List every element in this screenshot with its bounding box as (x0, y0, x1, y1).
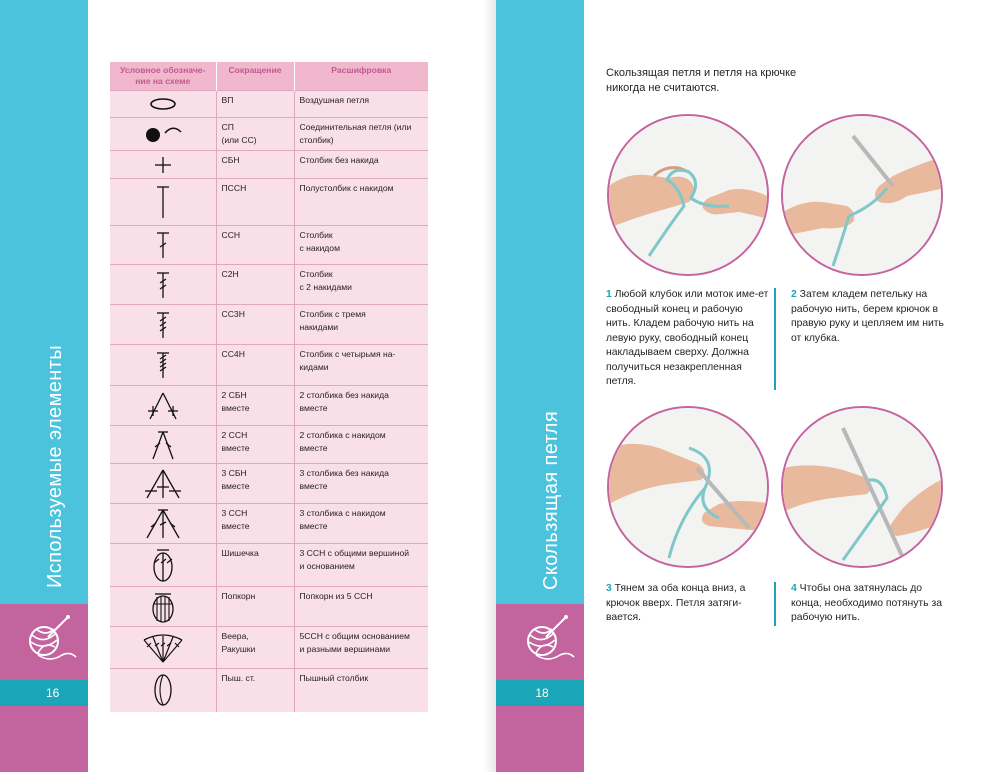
step-2-number: 2 (791, 289, 797, 300)
step-4-text: Чтобы она затянулась до конца, необходимо потянуть за рабочую нить. (791, 583, 942, 623)
right-side-bar (496, 0, 584, 772)
desc-cell: Столбик с накидом (294, 226, 428, 265)
abbr-cell: 2 ССН вместе (216, 426, 294, 464)
header-symbol: Условное обозначе-ние на схеме (110, 62, 216, 91)
desc-cell: Пышный столбик (294, 669, 428, 712)
bobble-symbol (110, 544, 216, 587)
puff-stitch-symbol (110, 669, 216, 712)
double-crochet-symbol (110, 226, 216, 265)
abbr-cell: Попкорн (216, 587, 294, 627)
abbr-cell: Пыш. ст. (216, 669, 294, 712)
yarn-ball-icon (22, 611, 78, 671)
desc-cell: 5ССН с общим основанием и разными вершинами (294, 627, 428, 669)
step-4 (783, 582, 955, 626)
step-1 (606, 288, 776, 390)
desc-cell: Столбик с 2 накидами (294, 265, 428, 305)
left-side-bar (0, 0, 88, 772)
step-1-text: Любой клубок или моток име-ет свободный конец и рабочую нить. Кладем рабочую нить на левую руку, свободный конец накладываем сверху. Должна получиться незакрепленная петля. (606, 289, 769, 387)
left-vertical-title: Используемые элементы (44, 344, 66, 588)
desc-cell: Попкорн из 5 ССН (294, 587, 428, 627)
table-row (110, 226, 428, 265)
yarn-ball-icon (520, 611, 576, 671)
abbr-cell: ПССН (216, 179, 294, 226)
table-row (110, 151, 428, 179)
treble-crochet-symbol (110, 265, 216, 305)
desc-cell: Воздушная петля (294, 91, 428, 118)
desc-cell: 2 столбика с накидом вместе (294, 426, 428, 464)
hands-pull-photo (607, 406, 769, 568)
sc3tog-symbol (110, 464, 216, 504)
dc3tog-symbol (110, 504, 216, 544)
step-2 (783, 288, 955, 346)
table-row (110, 118, 428, 151)
table-row (110, 345, 428, 386)
hands-loop-photo (607, 114, 769, 276)
double-treble-symbol (110, 305, 216, 345)
table-row (110, 544, 428, 587)
desc-cell: Столбик с тремя накидами (294, 305, 428, 345)
abbr-cell: СС4Н (216, 345, 294, 386)
desc-cell: 3 ССН с общими вершиной и основанием (294, 544, 428, 587)
step-3-text: Тянем за оба конца вниз, а крючок вверх. Петля затяги-вается. (606, 583, 746, 623)
table-row (110, 504, 428, 544)
abbr-cell: ВП (216, 91, 294, 118)
step-3 (606, 582, 776, 626)
abbr-cell: ССН (216, 226, 294, 265)
abbr-cell: 3 СБН вместе (216, 464, 294, 504)
abbr-cell: СП (или СС) (216, 118, 294, 151)
abbr-cell: С2Н (216, 265, 294, 305)
table-row (110, 386, 428, 426)
table-row (110, 265, 428, 305)
table-row (110, 305, 428, 345)
table-row (110, 426, 428, 464)
desc-cell: Полустолбик с накидом (294, 179, 428, 226)
crochet-symbols-table (110, 62, 428, 712)
shell-symbol (110, 627, 216, 669)
table-row (110, 669, 428, 712)
table-row (110, 627, 428, 669)
header-abbr: Сокращение (216, 62, 294, 91)
step-3-number: 3 (606, 583, 612, 594)
step-4-number: 4 (791, 583, 797, 594)
desc-cell: 3 столбика с накидом вместе (294, 504, 428, 544)
triple-treble-symbol (110, 345, 216, 386)
desc-cell: Соединительная петля (или столбик) (294, 118, 428, 151)
header-desc: Расшифровка (294, 62, 428, 91)
dc2tog-symbol (110, 426, 216, 464)
intro-text: Скользящая петля и петля на крючке никогда не считаются. (606, 67, 797, 94)
chain-stitch-symbol (110, 91, 216, 118)
table-row (110, 587, 428, 627)
abbr-cell: Веера, Ракушки (216, 627, 294, 669)
desc-cell: Столбик без накида (294, 151, 428, 179)
step-2-text: Затем кладем петельку на рабочую нить, берем крючок в правую руку и цепляем им нить от клубка. (791, 289, 944, 344)
slip-stitch-symbol (110, 118, 216, 151)
table-row (110, 91, 428, 118)
hands-tighten-photo (781, 406, 943, 568)
half-double-crochet-symbol (110, 179, 216, 226)
page-number-left: 16 (46, 686, 60, 700)
table-header-row (110, 62, 428, 91)
right-vertical-title: Скользящая петля (540, 410, 562, 590)
table-row (110, 179, 428, 226)
single-crochet-symbol (110, 151, 216, 179)
desc-cell: Столбик с четырьмя на- кидами (294, 345, 428, 386)
desc-cell: 3 столбика без накида вместе (294, 464, 428, 504)
step-1-number: 1 (606, 289, 612, 300)
abbr-cell: Шишечка (216, 544, 294, 587)
page-number-right: 18 (535, 686, 549, 700)
book-spine-shadow (483, 0, 496, 772)
desc-cell: 2 столбика без накида вместе (294, 386, 428, 426)
abbr-cell: СБН (216, 151, 294, 179)
sc2tog-symbol (110, 386, 216, 426)
abbr-cell: 2 СБН вместе (216, 386, 294, 426)
abbr-cell: СС3Н (216, 305, 294, 345)
abbr-cell: 3 ССН вместе (216, 504, 294, 544)
table-row (110, 464, 428, 504)
popcorn-symbol (110, 587, 216, 627)
hands-hook-photo (781, 114, 943, 276)
